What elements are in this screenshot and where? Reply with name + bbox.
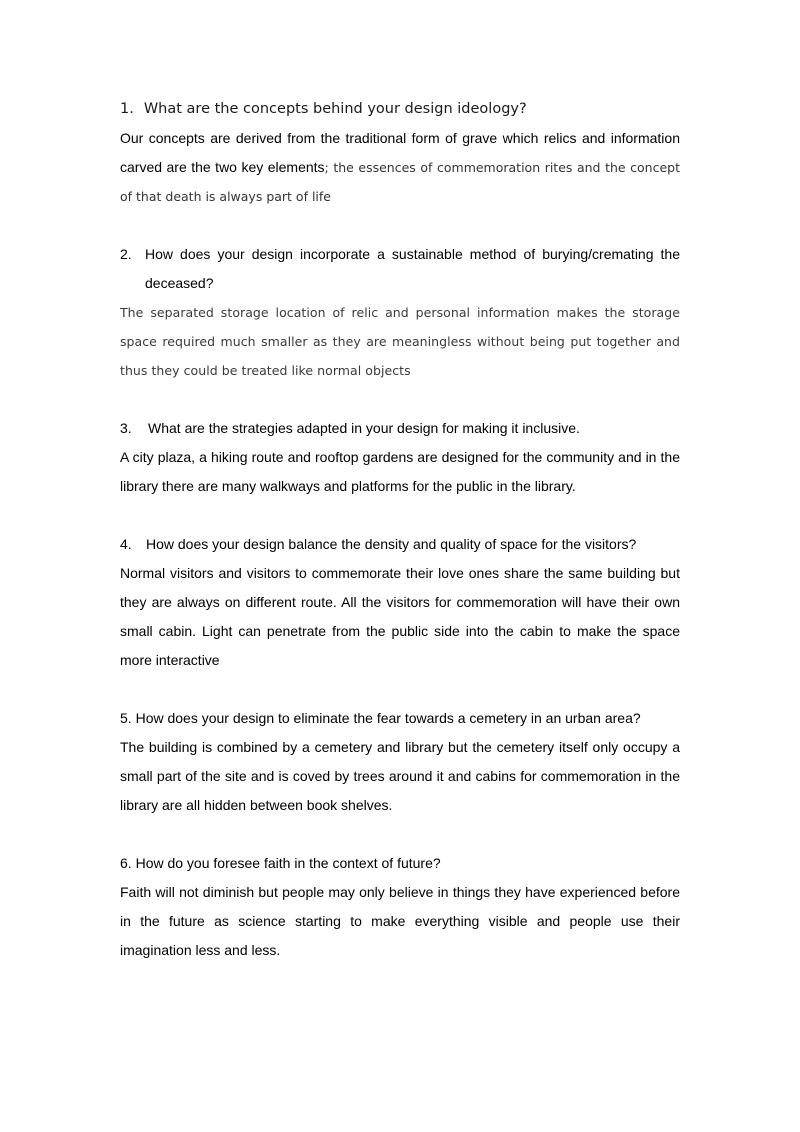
question-number: 1. — [120, 101, 134, 117]
question-number: 4. — [120, 536, 132, 552]
answer-text-bold: Our concepts are derived from the traditional form of grave which relics and information carved are the two key elements — [120, 130, 680, 175]
question-text: How do you foresee faith in the context of future? — [135, 855, 441, 871]
question-text: How does your design incorporate a sustainable method of burying/cremating the deceased? — [145, 246, 680, 291]
question-2 — [120, 240, 680, 298]
qa-item-4 — [120, 530, 680, 675]
question-1 — [120, 95, 680, 124]
document-body — [120, 95, 680, 965]
question-text: What are the strategies adapted in your design for making it inclusive. — [148, 420, 580, 436]
answer-6: Faith will not diminish but people may only believe in things they have experienced before in the future as science starting to make everything visible and people use their imagination less and less. — [120, 884, 680, 958]
question-6 — [120, 849, 680, 878]
qa-item-5 — [120, 704, 680, 820]
qa-item-6 — [120, 849, 680, 965]
answer-text-rest: ; the essences of commemoration rites and the concept of that death is always part of life — [120, 160, 680, 204]
question-3 — [120, 414, 680, 443]
question-text: How does your design balance the density and quality of space for the visitors? — [146, 536, 637, 552]
qa-item-1 — [120, 95, 680, 211]
answer-5: The building is combined by a cemetery and library but the cemetery itself only occupy a small part of the site and is coved by trees around it and cabins for commemoration in the library are all hidden between book shelves. — [120, 739, 680, 813]
question-number: 2. — [120, 246, 132, 262]
qa-item-3 — [120, 414, 680, 501]
question-number: 6. — [120, 855, 132, 871]
question-5 — [120, 704, 680, 733]
question-number: 3. — [120, 420, 132, 436]
question-text: What are the concepts behind your design ideology? — [143, 101, 527, 117]
answer-3: A city plaza, a hiking route and rooftop gardens are designed for the community and in the library there are many walkways and platforms for the public in the library. — [120, 449, 680, 494]
question-4 — [120, 530, 680, 559]
question-number: 5. — [120, 710, 132, 726]
answer-4: Normal visitors and visitors to commemorate their love ones share the same building but they are always on different route. All the visitors for commemoration will have their own small cabin. Light can penetrate from the public side into the cabin to make the space more interactive — [120, 565, 680, 668]
answer-2: The separated storage location of relic and personal information makes the storage space required much smaller as they are meaningless without being put together and thus they could be treated like normal objects — [120, 305, 680, 378]
answer-1 — [120, 124, 680, 211]
qa-item-2 — [120, 240, 680, 385]
question-text: How does your design to eliminate the fear towards a cemetery in an urban area? — [135, 710, 641, 726]
